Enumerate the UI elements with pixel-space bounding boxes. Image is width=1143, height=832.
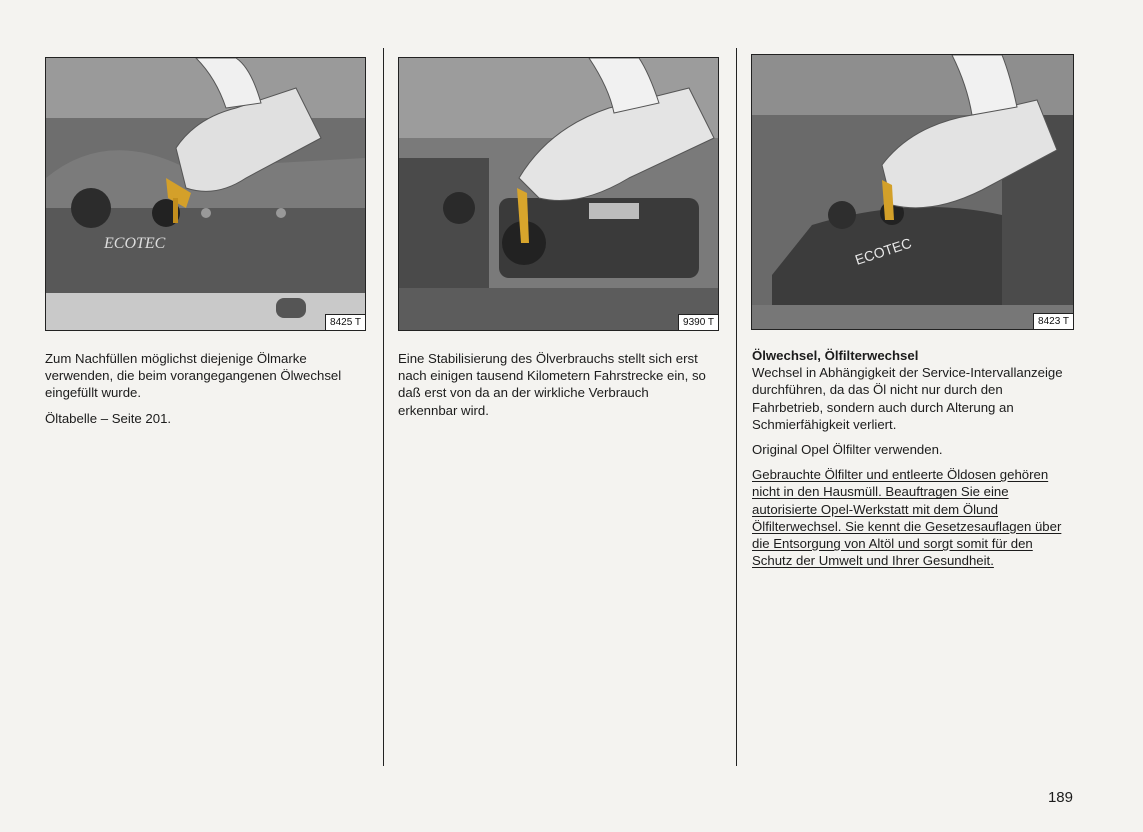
engine-illustration-2 xyxy=(399,58,718,330)
column-3-text xyxy=(752,347,1070,577)
figure-code: 8423 T xyxy=(1033,313,1073,329)
oil-table-reference: Öltabelle – Seite 201. xyxy=(45,410,172,426)
engine-illustration-1 xyxy=(46,58,365,330)
refill-paragraph: Zum Nachfüllen möglichst diejenige Ölmarke verwenden, die beim vorangegangenen Ölwechsel eingefüllt wurde. xyxy=(45,351,342,401)
figure-oil-refill-2 xyxy=(398,57,719,331)
figure-oil-refill-1 xyxy=(45,57,366,331)
engine-logo-3: ECOTEC xyxy=(852,234,914,268)
section-heading: Ölwechsel, Ölfilterwechsel xyxy=(752,348,919,363)
engine-illustration-3 xyxy=(752,55,1073,329)
column-divider xyxy=(736,48,737,766)
page-number: 189 xyxy=(1047,789,1073,806)
oil-filter-paragraph: Original Opel Ölfilter verwenden. xyxy=(752,442,943,458)
column-1-text xyxy=(45,350,367,435)
environment-notice: Gebrauchte Ölfilter und entleerte Öldosen gehören nicht in den Hausmüll. Beauftragen Sie eine autorisierte Opel-Werkstatt mit dem Ölund Ölfilterwechsel. Sie kennt die Gesetzesauflagen über die Entsorgung von Altöl und sorgt somit für den Schutz der Umwelt und Ihrer Gesundheit. xyxy=(752,467,1062,569)
oil-change-paragraph: Wechsel in Abhängigkeit der Service-Intervallanzeige durchführen, da das Öl nicht nur durch den Fahrbetrieb, sondern auch durch Alterung an Schmierfähigkeit verliert. xyxy=(752,365,1063,432)
figure-code: 8425 T xyxy=(325,314,365,330)
column-2-text xyxy=(398,350,708,427)
engine-logo-1: ECOTEC xyxy=(104,235,166,252)
figure-oil-refill-3 xyxy=(751,54,1074,330)
figure-code: 9390 T xyxy=(678,314,718,330)
oil-consumption-paragraph: Eine Stabilisierung des Ölverbrauchs stellt sich erst nach einigen tausend Kilometern Fahrstrecke ein, so daß erst von da an der wirkliche Verbrauch erkennbar wird. xyxy=(398,351,706,418)
column-divider xyxy=(383,48,384,766)
